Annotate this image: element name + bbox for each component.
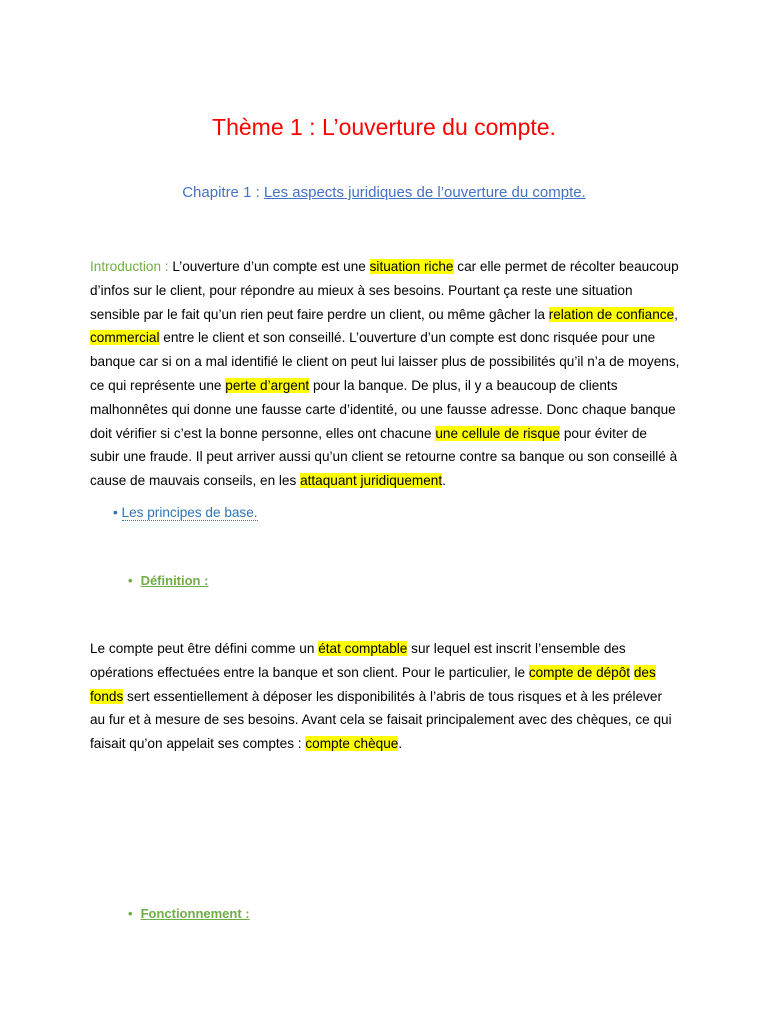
bullet-principes-label[interactable]: Les principes de base.: [121, 505, 258, 520]
intro-text: pour la banque. De plus, il y a beaucoup de clients malhonnêtes qui donne une fausse carte d’identité, ou une fausse adresse. Donc chaque banque doit vérifier si c’est la bonne personne, elles ont chacune: [90, 377, 676, 441]
intro-text: .: [442, 473, 446, 489]
bullet-icon: •: [128, 906, 133, 921]
definition-text: sert essentiellement à déposer les disponibilités à l’abris de tous risques et à les prélever au fur et à mesure de ses besoins. Avant cela se faisait principalement avec des chèques, ce qui faisait qu’on appelait ses comptes :: [90, 688, 672, 752]
chapter-heading: [0, 184, 768, 201]
intro-text: ,: [674, 306, 678, 322]
highlight-text: attaquant juridiquement: [300, 473, 443, 489]
definition-paragraph: [90, 637, 680, 756]
highlight-text: commercial: [90, 330, 160, 346]
intro-text: L’ouverture d’un compte est une: [172, 259, 370, 274]
definition-text: .: [398, 736, 403, 752]
highlight-text: perte d’argent: [225, 377, 310, 393]
page-title: Thème 1 : L’ouverture du compte.: [212, 114, 556, 140]
bullet-fonctionnement: [128, 906, 250, 921]
highlight-text: compte de dépôt: [528, 664, 631, 680]
highlight-text: état comptable: [318, 641, 408, 656]
highlight-text: une cellule de risque: [435, 425, 561, 441]
highlight-text: des fonds: [90, 664, 656, 704]
highlight-text: relation de confiance: [548, 306, 675, 322]
bullet-fonctionnement-label: Fonctionnement :: [140, 906, 250, 921]
chapter-prefix: Chapitre 1 :: [182, 184, 264, 201]
definition-text: sur lequel est inscrit l’ensemble des opérations effectuées entre la banque et son client. Pour le particulier, le: [90, 641, 626, 680]
intro-paragraph: [90, 255, 680, 493]
intro-text: entre le client et son conseillé. L’ouverture d’un compte est donc risquée pour une banque car si on a mal identifié le client on peut lui laisser plus de possibilités qu’il n’a de moyens, ce qui représente une: [90, 330, 680, 393]
bullet-principes: [113, 505, 258, 520]
bullet-definition-label: Définition :: [140, 573, 209, 588]
bullet-icon: •: [113, 505, 118, 520]
intro-label: Introduction :: [90, 259, 173, 274]
definition-text: Le compte peut être défini comme un: [90, 641, 319, 656]
highlight-text: compte chèque: [305, 736, 399, 752]
intro-text: car elle permet de récolter beaucoup d’infos sur le client, pour répondre au mieux à ses besoins. Pourtant ça reste une situation sensible par le fait qu’un rien peut faire perdre un client, ou même gâcher la: [90, 259, 679, 322]
intro-text: pour éviter de subir une fraude. Il peut arriver aussi qu’un client se retourne contre sa banque ou son conseillé à cause de mauvais conseils, en les: [90, 425, 678, 489]
highlight-text: situation riche: [369, 259, 454, 274]
chapter-link[interactable]: Les aspects juridiques de l’ouverture du compte.: [263, 184, 586, 201]
bullet-definition: [128, 573, 208, 588]
bullet-icon: •: [128, 573, 133, 588]
